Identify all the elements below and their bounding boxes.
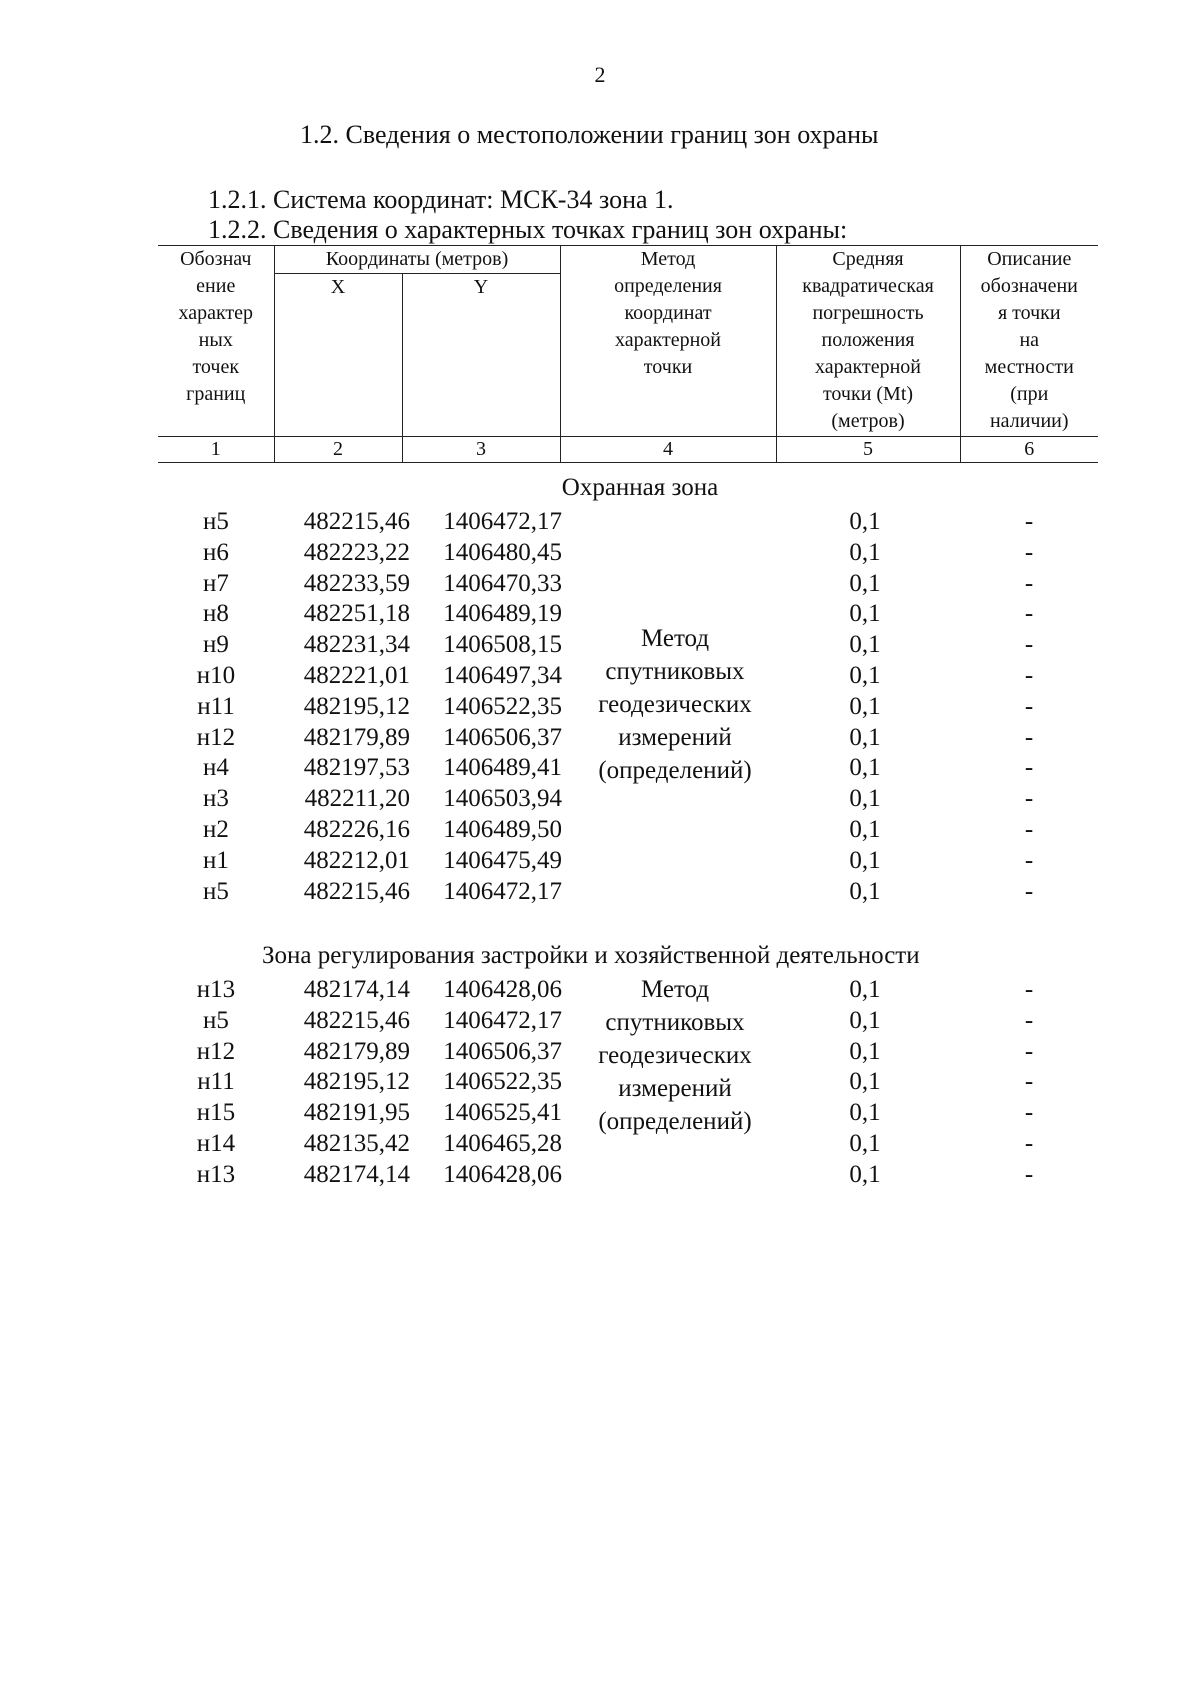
method-line: (определений) xyxy=(598,1108,752,1135)
mean-error: 0,1 xyxy=(849,723,881,751)
header-line: характерной xyxy=(615,329,721,351)
coord-x: 482212,01 xyxy=(303,846,410,874)
mean-error: 0,1 xyxy=(849,785,881,813)
mean-error: 0,1 xyxy=(849,1130,881,1157)
header-line: ение xyxy=(196,275,236,297)
method-line: измерений xyxy=(618,724,732,751)
column-number: 1 xyxy=(158,437,274,463)
coord-x: 482221,01 xyxy=(303,662,410,689)
coord-y: 1406503,94 xyxy=(443,785,562,813)
table-row xyxy=(0,782,1200,815)
table-row xyxy=(0,1158,1200,1191)
header-line: определения xyxy=(614,275,722,297)
point-id: н5 xyxy=(203,877,229,905)
coord-x: 482223,22 xyxy=(303,538,410,566)
table-row xyxy=(0,844,1200,877)
point-id: н13 xyxy=(196,1160,236,1188)
coord-y: 1406470,33 xyxy=(443,569,562,597)
coord-x: 482195,12 xyxy=(303,692,410,720)
mean-error: 0,1 xyxy=(849,754,881,782)
point-description: - xyxy=(1024,1006,1034,1034)
point-id: н15 xyxy=(196,1099,236,1127)
section-title: 1.2. Сведения о местоположении границ зон охраны xyxy=(300,120,879,149)
coord-x: 482211,20 xyxy=(304,785,410,813)
coord-y: 1406472,17 xyxy=(443,508,562,535)
coord-x: 482135,42 xyxy=(303,1130,410,1157)
point-id: н12 xyxy=(196,723,236,751)
header-line: Обознач xyxy=(180,248,252,270)
mean-error: 0,1 xyxy=(849,877,881,905)
point-description: - xyxy=(1024,600,1034,628)
column-number: 3 xyxy=(402,437,560,463)
coord-x: 482174,14 xyxy=(303,1160,410,1188)
header-line: я точки xyxy=(997,302,1061,324)
coord-y: 1406497,34 xyxy=(443,662,562,689)
point-description: - xyxy=(1024,538,1034,566)
mean-error: 0,1 xyxy=(849,662,881,689)
table-row xyxy=(0,567,1200,600)
boundary-points-heading: 1.2.2. Сведения о характерных точках границ зон охраны: xyxy=(208,215,848,244)
header-line: погрешность xyxy=(812,302,924,324)
method-cell xyxy=(565,622,785,787)
point-id: н11 xyxy=(197,1068,235,1096)
header-line: характерной xyxy=(815,356,921,378)
point-id: н3 xyxy=(203,785,229,813)
mean-error: 0,1 xyxy=(849,1037,881,1065)
header-line: точек xyxy=(192,356,240,378)
coord-y: 1406506,37 xyxy=(443,1037,562,1065)
column-number: 4 xyxy=(560,437,776,463)
table-header xyxy=(158,245,1098,463)
coord-x: 482226,16 xyxy=(303,816,410,843)
mean-error: 0,1 xyxy=(849,631,881,659)
table-row xyxy=(0,536,1200,569)
header-point-designation xyxy=(158,246,274,437)
point-id: н11 xyxy=(197,692,235,720)
method-cell xyxy=(565,973,785,1138)
point-id: н9 xyxy=(203,631,229,659)
header-line: Описание xyxy=(987,248,1072,270)
coord-y: 1406465,28 xyxy=(443,1130,562,1157)
mean-error: 0,1 xyxy=(849,816,881,843)
method-line: Метод xyxy=(640,625,710,652)
coord-x: 482179,89 xyxy=(303,723,410,751)
point-description: - xyxy=(1024,1037,1034,1065)
point-description: - xyxy=(1024,1160,1034,1188)
point-description: - xyxy=(1024,976,1034,1003)
mean-error: 0,1 xyxy=(849,976,881,1003)
header-line: квадратическая xyxy=(802,275,934,297)
header-coordinates: Координаты (метров) xyxy=(274,246,560,274)
coord-y: 1406489,19 xyxy=(443,600,562,628)
point-description: - xyxy=(1024,662,1034,689)
coord-x: 482179,89 xyxy=(303,1037,410,1065)
method-line: спутниковых xyxy=(605,1009,745,1036)
point-description: - xyxy=(1024,569,1034,597)
header-line: (при xyxy=(1010,383,1049,405)
column-number: 5 xyxy=(776,437,960,463)
coord-y: 1406525,41 xyxy=(443,1099,562,1127)
point-id: н12 xyxy=(196,1037,236,1065)
point-description: - xyxy=(1024,846,1034,874)
coord-y: 1406428,06 xyxy=(443,1160,562,1188)
method-line: (определений) xyxy=(598,757,752,784)
point-description: - xyxy=(1024,877,1034,905)
header-line: обозначени xyxy=(980,275,1078,297)
coord-y: 1406475,49 xyxy=(443,846,562,874)
coord-y: 1406489,50 xyxy=(443,816,562,843)
point-id: н14 xyxy=(196,1130,236,1157)
coord-y: 1406472,17 xyxy=(443,877,562,905)
point-description: - xyxy=(1024,723,1034,751)
coord-y: 1406472,17 xyxy=(443,1006,562,1034)
header-line: границ xyxy=(186,383,246,405)
header-line: координат xyxy=(624,302,712,324)
header-line: (метров) xyxy=(831,410,905,432)
point-id: н6 xyxy=(203,538,229,566)
column-numbers-row xyxy=(158,437,1098,463)
header-line: наличии) xyxy=(989,410,1069,432)
point-description: - xyxy=(1024,1099,1034,1127)
table-row xyxy=(0,813,1200,846)
point-id: н7 xyxy=(203,569,229,597)
column-number: 2 xyxy=(274,437,402,463)
coord-y: 1406506,37 xyxy=(443,723,562,751)
zone-title-protection: Охранная зона xyxy=(561,474,719,501)
coord-y: 1406489,41 xyxy=(443,754,562,782)
coord-x: 482233,59 xyxy=(303,569,410,597)
coord-x: 482191,95 xyxy=(303,1099,410,1127)
point-description: - xyxy=(1024,1130,1034,1157)
mean-error: 0,1 xyxy=(849,1099,881,1127)
coord-x: 482215,46 xyxy=(303,877,410,905)
mean-error: 0,1 xyxy=(849,1068,881,1096)
header-line: ных xyxy=(198,329,233,351)
point-description: - xyxy=(1024,1068,1034,1096)
header-mean-error xyxy=(776,246,960,437)
point-id: н8 xyxy=(203,600,229,628)
coord-y: 1406480,45 xyxy=(443,538,562,566)
header-line: положения xyxy=(821,329,915,351)
table-row xyxy=(0,505,1200,538)
coord-y: 1406522,35 xyxy=(443,692,562,720)
header-line: характер xyxy=(178,302,254,324)
coordinate-system-heading: 1.2.1. Система координат: МСК-34 зона 1. xyxy=(208,185,674,214)
point-description: - xyxy=(1024,508,1034,535)
header-method xyxy=(560,246,776,437)
coord-y: 1406508,15 xyxy=(443,631,562,659)
mean-error: 0,1 xyxy=(849,538,881,566)
header-y: Y xyxy=(402,274,560,437)
point-id: н13 xyxy=(196,976,236,1003)
header-description xyxy=(960,246,1098,437)
header-line: Метод xyxy=(640,248,696,270)
mean-error: 0,1 xyxy=(849,846,881,874)
point-description: - xyxy=(1024,785,1034,813)
coord-x: 482215,46 xyxy=(303,508,410,535)
point-id: н10 xyxy=(196,662,236,689)
mean-error: 0,1 xyxy=(849,600,881,628)
header-x: X xyxy=(274,274,402,437)
point-id: н5 xyxy=(203,508,229,535)
header-line: точки (Mt) xyxy=(822,383,914,405)
point-id: н4 xyxy=(203,754,229,782)
mean-error: 0,1 xyxy=(849,692,881,720)
method-line: геодезических xyxy=(598,691,752,718)
point-id: н1 xyxy=(203,846,229,874)
point-id: н2 xyxy=(203,816,229,843)
point-description: - xyxy=(1024,692,1034,720)
point-description: - xyxy=(1024,754,1034,782)
table-row xyxy=(0,875,1200,908)
point-description: - xyxy=(1024,816,1034,843)
mean-error: 0,1 xyxy=(849,508,881,535)
mean-error: 0,1 xyxy=(849,1160,881,1188)
header-line: точки xyxy=(643,356,693,378)
point-description: - xyxy=(1024,631,1034,659)
header-line: Средняя xyxy=(832,248,904,270)
method-line: измерений xyxy=(618,1075,732,1102)
page-number: 2 xyxy=(594,62,606,87)
coord-x: 482197,53 xyxy=(303,754,410,782)
coord-y: 1406522,35 xyxy=(443,1068,562,1096)
header-line: на xyxy=(1019,329,1040,351)
method-line: спутниковых xyxy=(605,658,745,685)
mean-error: 0,1 xyxy=(849,1006,881,1034)
coord-x: 482231,34 xyxy=(303,631,410,659)
zone-title-regulation: Зона регулирования застройки и хозяйственной деятельности xyxy=(262,942,920,969)
coord-x: 482195,12 xyxy=(303,1068,410,1096)
method-line: геодезических xyxy=(598,1042,752,1069)
column-number: 6 xyxy=(960,437,1098,463)
method-line: Метод xyxy=(640,976,710,1003)
coord-x: 482251,18 xyxy=(303,600,410,628)
coord-x: 482174,14 xyxy=(303,976,410,1003)
mean-error: 0,1 xyxy=(849,569,881,597)
coord-x: 482215,46 xyxy=(303,1006,410,1034)
header-line: местности xyxy=(984,356,1074,378)
coord-y: 1406428,06 xyxy=(443,976,562,1003)
point-id: н5 xyxy=(203,1006,229,1034)
